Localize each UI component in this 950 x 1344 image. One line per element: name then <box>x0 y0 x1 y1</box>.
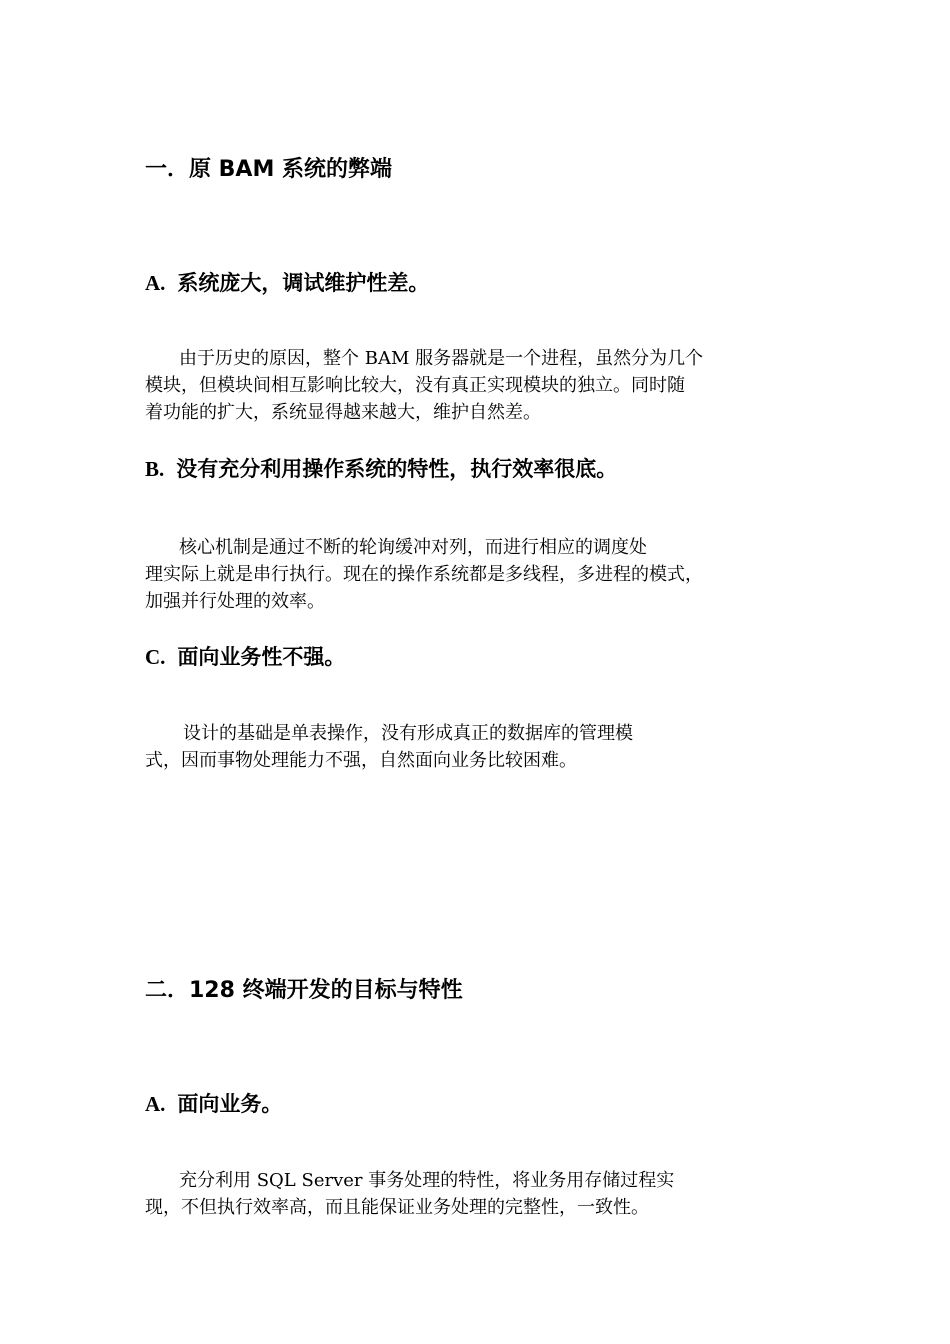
item-heading-text: 没有充分利用操作系统的特性，执行效率很底。 <box>176 457 618 481</box>
item-marker: B. <box>145 457 165 481</box>
section-1-item-b-paragraph: 核心机制是通过不断的轮询缓冲对列，而进行相应的调度处 理实际上就是串行执行。现在的操作系统都是多线程，多进程的模式， 加强并行处理的效率。 <box>145 537 703 612</box>
section-1-item-a-paragraph: 由于历史的原因，整个 BAM 服务器就是一个进程，虽然分为几个 模块，但模块间相互影响比较大，没有真正实现模块的独立。同时随 着功能的扩大，系统显得越来越大，维护自然差。 <box>145 348 704 423</box>
section-1-item-b-heading <box>145 454 617 484</box>
section-1-title: 一．原 BAM 系统的弊端 <box>145 157 393 182</box>
item-marker: A. <box>145 271 166 295</box>
item-marker: C. <box>145 645 166 669</box>
section-2-item-a-heading <box>145 1089 282 1119</box>
section-1-item-c-paragraph: 设计的基础是单表操作，没有形成真正的数据库的管理模 式，因而事物处理能力不强，自然面向业务比较困难。 <box>145 723 633 771</box>
section-1-item-a-heading <box>145 268 429 298</box>
item-heading-text: 面向业务性不强。 <box>177 645 346 669</box>
item-heading-text: 面向业务。 <box>177 1092 283 1116</box>
section-1-item-c-heading <box>145 642 345 672</box>
item-heading-text: 系统庞大，调试维护性差。 <box>177 271 430 295</box>
section-2-item-a-paragraph: 充分利用 SQL Server 事务处理的特性，将业务用存储过程实 现，不但执行效率高，而且能保证业务处理的完整性，一致性。 <box>145 1170 675 1218</box>
item-marker: A. <box>145 1092 166 1116</box>
section-2-title: 二．128 终端开发的目标与特性 <box>145 978 463 1003</box>
